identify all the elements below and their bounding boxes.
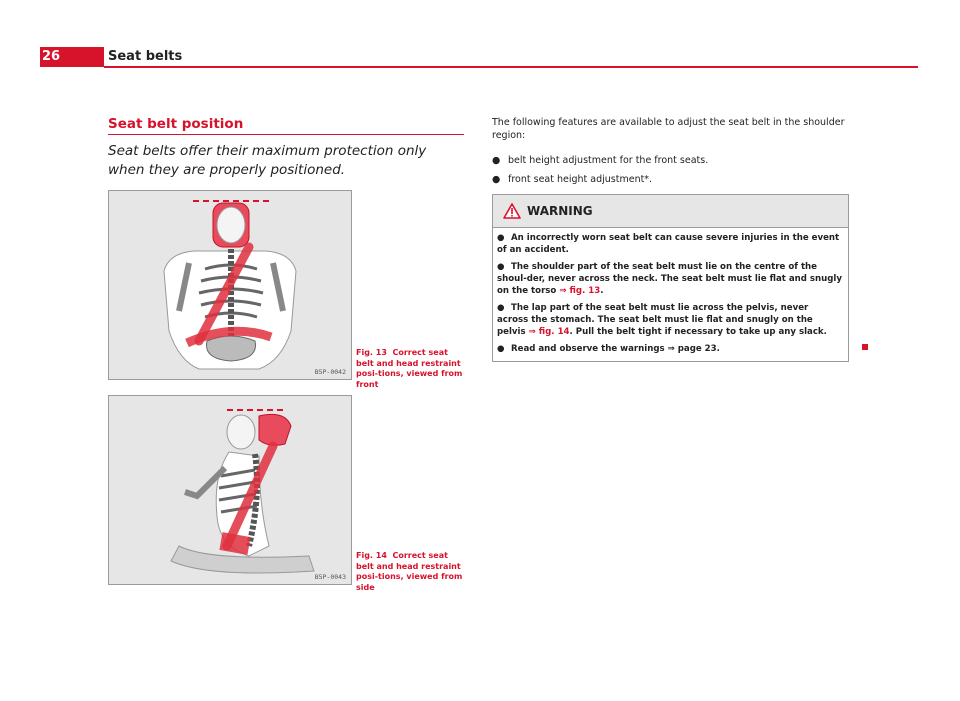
warning-body (493, 228, 848, 355)
page-number: 26 (40, 47, 104, 67)
figure-14-number: Fig. 14 (356, 551, 387, 560)
warning-item (497, 261, 842, 297)
warning-item (497, 302, 842, 338)
warning-item-text: Read and observe the warnings ⇒ page 23. (511, 344, 720, 354)
warning-item-text: The shoulder part of the seat belt must lie on the centre of the shoul-der, never across the neck. The seat belt must lie flat and snugly on the torso (497, 262, 842, 296)
warning-item-tail: . (600, 286, 604, 296)
list-item (492, 154, 848, 167)
illustration-side-skeleton (109, 396, 351, 584)
warning-item (497, 343, 842, 355)
bullet-icon: ● (497, 303, 505, 313)
figure-14-caption (356, 551, 466, 593)
list-item-text: belt height adjustment for the front seats. (508, 155, 709, 166)
bullet-icon: ● (497, 233, 505, 243)
section-title: Seat belt position (108, 116, 244, 132)
running-title: Seat belts (108, 49, 183, 64)
figure-13-text: Correct seat belt and head restraint posi-tions, viewed from front (356, 348, 463, 389)
section-lead: Seat belts offer their maximum protection only when they are properly positioned. (108, 143, 427, 178)
fig-13-reference-link[interactable]: ⇒ fig. 13 (559, 286, 601, 296)
feature-list (492, 154, 848, 192)
section-end-marker (862, 344, 868, 350)
warning-title: WARNING (527, 204, 593, 218)
intro-paragraph: The following features are available to adjust the seat belt in the shoulder region: (492, 117, 845, 141)
figure-code: B5P-0042 (314, 368, 346, 376)
bullet-icon: ● (492, 174, 501, 185)
warning-item-tail: . Pull the belt tight if necessary to take up any slack. (569, 327, 827, 337)
figure-13-caption (356, 348, 466, 390)
illustration-front-skeleton (109, 191, 351, 379)
fig-14-reference-link[interactable]: ⇒ fig. 14 (528, 327, 570, 337)
header-rule (104, 66, 918, 68)
figure-side-view (108, 395, 352, 585)
figure-code: B5P-0043 (314, 573, 346, 581)
warning-item (497, 232, 842, 256)
figure-front-view (108, 190, 352, 380)
list-item (492, 173, 848, 186)
list-item-text: front seat height adjustment*. (508, 174, 653, 185)
bullet-icon: ● (497, 344, 505, 354)
warning-header (493, 195, 848, 228)
section-rule (108, 134, 464, 135)
warning-box (492, 194, 849, 362)
warning-triangle-icon (503, 203, 521, 219)
figure-14-text: Correct seat belt and head restraint posi-tions, viewed from side (356, 551, 463, 592)
bullet-icon: ● (497, 262, 505, 272)
warning-item-text: The lap part of the seat belt must lie across the pelvis, never across the stomach. The seat belt must lie flat and snugly on the pelvis (497, 303, 813, 337)
bullet-icon: ● (492, 155, 501, 166)
figure-13-number: Fig. 13 (356, 348, 387, 357)
warning-item-text: An incorrectly worn seat belt can cause severe injuries in the event of an accident. (497, 233, 840, 255)
